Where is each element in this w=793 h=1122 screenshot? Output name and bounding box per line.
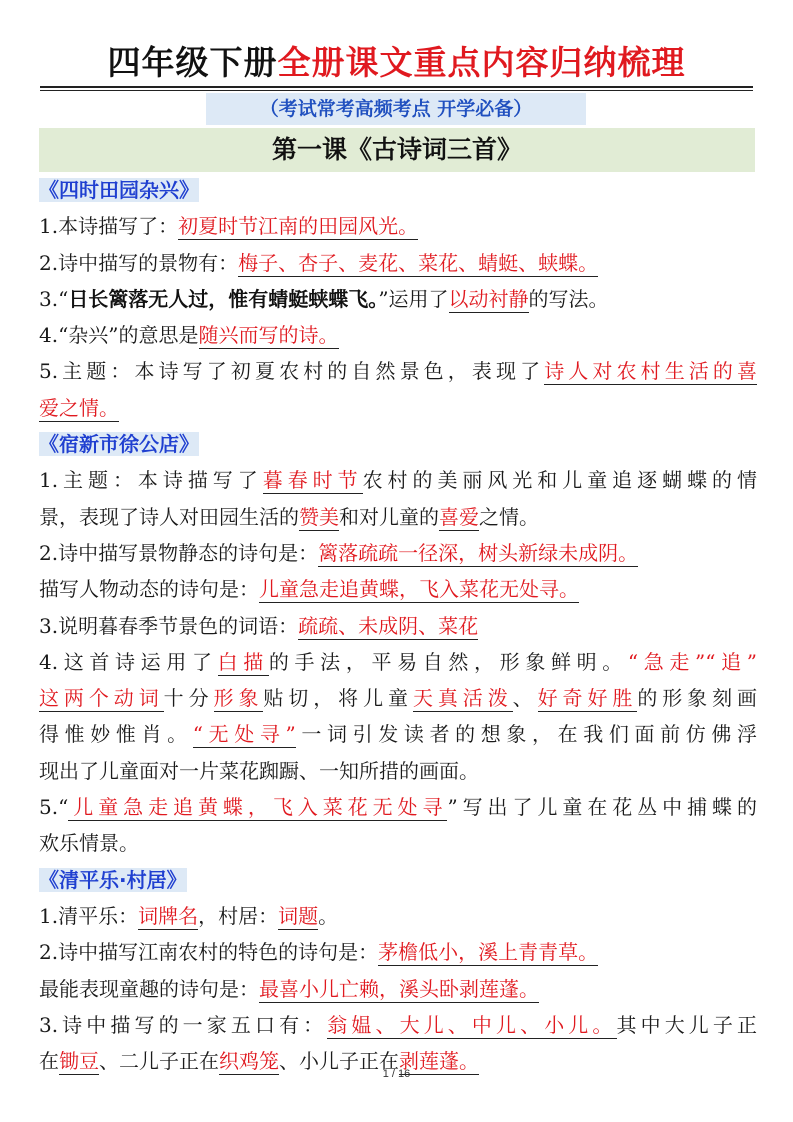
document-title xyxy=(40,40,753,92)
answer: 织鸡笼 xyxy=(219,1049,279,1074)
answer: 疏疏、未成阴、菜花 xyxy=(298,613,479,638)
answer: 翁媪、大儿、中儿、小儿。 xyxy=(327,1012,617,1037)
answer: 爱之情。 xyxy=(39,395,119,420)
answer-red: “急走”“追” xyxy=(627,649,758,674)
answer: “无处寻” xyxy=(192,722,296,747)
text-line: 3.说明暮春季节景色的词语：疏疏、未成阴、菜花 xyxy=(39,613,479,638)
answer: 儿童急走追黄蝶，飞入菜花无处寻。 xyxy=(259,577,579,602)
answer: 好奇好胜 xyxy=(537,686,638,711)
answer: 随兴而写的诗。 xyxy=(198,323,339,348)
quoted-verse: 日长篱落无人过，惟有蜻蜓蛱蝶飞。 xyxy=(68,286,379,311)
answer: 梅子、杏子、麦花、菜花、蜻蜓、蛱蝶。 xyxy=(238,250,599,275)
answer: 初夏时节江南的田园风光。 xyxy=(178,214,419,239)
title-black: 四年级下册 xyxy=(107,43,278,82)
answer: 词牌名 xyxy=(138,903,199,928)
lesson-title: 第一课《古诗词三首》 xyxy=(39,128,755,172)
answer: 最喜小儿亡赖，溪头卧剥莲蓬。 xyxy=(259,976,539,1001)
text-line: 2.诗中描写江南农村的特色的诗句是：茅檐低小，溪上青青草。 xyxy=(39,940,599,965)
answer: 茅檐低小，溪上青青草。 xyxy=(378,940,599,965)
text-line: 欢乐情景。 xyxy=(39,831,139,856)
answer: 篱落疏疏一径深，树头新绿未成阴。 xyxy=(318,540,639,565)
text-line: 4.这首诗运用了白描的手法，平易自然，形象鲜明。“急走”“追” xyxy=(39,649,758,674)
text-line: 5.主题：本诗写了初夏农村的自然景色，表现了诗人对农村生活的喜 xyxy=(39,359,757,384)
answer: 形象 xyxy=(213,686,264,711)
text-line: 这两个动词十分形象贴切，将儿童天真活泼、好奇好胜的形象刻画 xyxy=(39,686,758,711)
text-line: 1.本诗描写了：初夏时节江南的田园风光。 xyxy=(39,214,419,239)
answer: 词题 xyxy=(278,903,319,928)
text-line xyxy=(39,390,757,426)
poem-title: 《宿新市徐公店》 xyxy=(39,432,199,457)
answer: 白描 xyxy=(217,649,269,674)
answer: 喜爱 xyxy=(439,504,479,529)
title-red: 全册课文重点内容归纳梳理 xyxy=(277,43,686,82)
answer: 剥莲蓬。 xyxy=(399,1049,479,1074)
answer: 天真活泼 xyxy=(412,686,513,711)
text-line: 描写人物动态的诗句是：儿童急走追黄蝶，飞入菜花无处寻。 xyxy=(39,577,579,602)
text-line: 最能表现童趣的诗句是：最喜小儿亡赖，溪头卧剥莲蓬。 xyxy=(39,976,539,1001)
text-line: 2.诗中描写的景物有：梅子、杏子、麦花、菜花、蜻蜓、蛱蝶。 xyxy=(39,250,599,275)
text-line: 景，表现了诗人对田园生活的赞美和对儿童的喜爱之情。 xyxy=(39,504,539,529)
text-line: 3.“日长篱落无人过，惟有蜻蜓蛱蝶飞。”运用了以动衬静的写法。 xyxy=(39,286,609,311)
page-number: 1 / 16 xyxy=(382,1068,411,1080)
document-body xyxy=(39,172,757,1079)
answer: 儿童急走追黄蝶，飞入菜花无处寻 xyxy=(68,795,448,820)
text-line: 5.“儿童急走追黄蝶，飞入菜花无处寻”写出了儿童在花丛中捕蝶的 xyxy=(39,795,757,820)
text-line: 4.“杂兴”的意思是随兴而写的诗。 xyxy=(39,323,339,348)
subtitle: （考试常考高频考点 开学必备） xyxy=(206,93,586,125)
poem-title: 《四时田园杂兴》 xyxy=(39,178,199,202)
title-underline-thin xyxy=(40,90,753,91)
text-line: 3.诗中描写的一家五口有：翁媪、大儿、中儿、小儿。其中大儿子正 xyxy=(39,1012,758,1037)
answer: 以动衬静 xyxy=(448,286,529,311)
text-line: 1.清平乐：词牌名，村居：词题。 xyxy=(39,903,339,928)
title-underline xyxy=(40,86,753,88)
answer: 赞美 xyxy=(299,504,339,529)
answer: 诗人对农村生活的喜 xyxy=(544,359,757,384)
answer: 暮春时节 xyxy=(262,468,363,493)
text-line: 2.诗中描写景物静态的诗句是：篱落疏疏一径深，树头新绿未成阴。 xyxy=(39,540,639,565)
answer: 这两个动词 xyxy=(39,686,164,711)
poem-title: 《清平乐·村居》 xyxy=(39,867,187,892)
text-line: 在锄豆、二儿子正在织鸡笼、小儿子正在剥莲蓬。 xyxy=(39,1049,479,1074)
answer: 锄豆 xyxy=(59,1049,99,1074)
text-line: 得惟妙惟肖。“无处寻”一词引发读者的想象，在我们面前仿佛浮 xyxy=(39,722,758,747)
text-line: 1.主题：本诗描写了暮春时节农村的美丽风光和儿童追逐蝴蝶的情 xyxy=(39,468,757,493)
text-line: 现出了儿童面对一片菜花踟蹰、一知所措的画面。 xyxy=(39,758,479,783)
